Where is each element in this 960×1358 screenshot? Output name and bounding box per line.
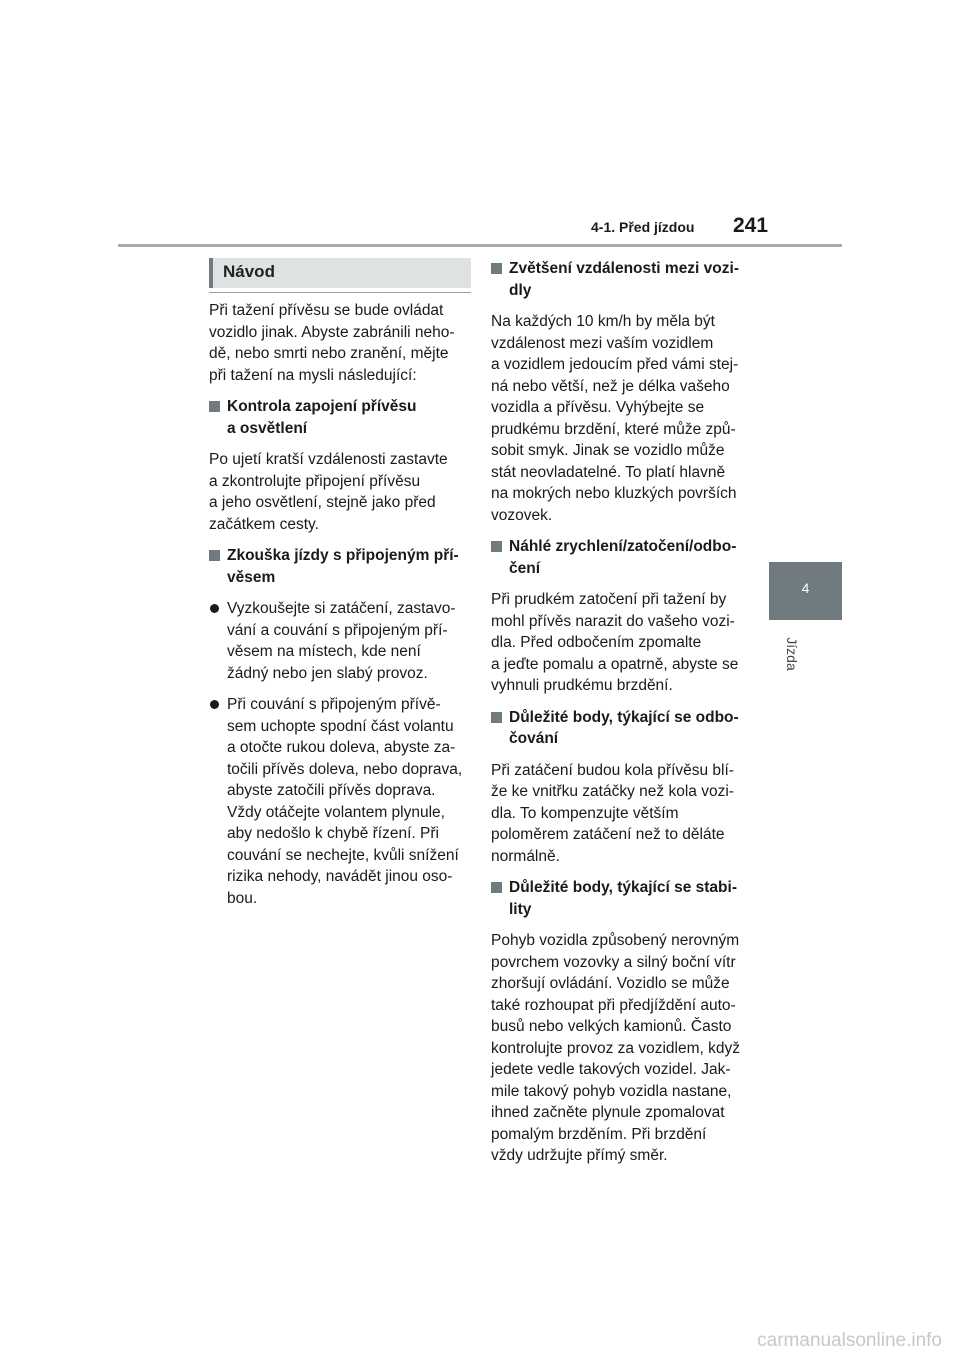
subheading-text: Důležité body, týkající se stabi- lity bbox=[509, 879, 737, 918]
subheading-distance bbox=[491, 258, 753, 301]
subheading-stability bbox=[491, 877, 753, 920]
bullet-text: Vyzkoušejte si zatáčení, zastavo- vání a couvání s připojeným pří- věsem na místech, kde není žádný nebo jen slabý provoz. bbox=[227, 600, 456, 682]
square-bullet-icon bbox=[209, 550, 220, 561]
chapter-tab bbox=[769, 562, 842, 620]
left-column bbox=[209, 258, 471, 919]
subheading-trailer-connection bbox=[209, 396, 471, 439]
paragraph-trailer-connection: Po ujetí kratší vzdálenosti zastavte a zkontrolujte připojení přívěsu a jeho osvětlení, stejně jako před začátkem cesty. bbox=[209, 451, 448, 533]
subheading-sudden-maneuvers bbox=[491, 536, 753, 579]
subheading-text: Zkouška jízdy s připojeným pří- věsem bbox=[227, 547, 459, 586]
bullet-item-reversing bbox=[209, 694, 471, 909]
chapter-title-text: Jízda bbox=[784, 637, 800, 671]
subheading-test-drive bbox=[209, 545, 471, 588]
round-bullet-icon bbox=[210, 604, 219, 613]
subheading-turning bbox=[491, 707, 753, 750]
right-column bbox=[491, 258, 753, 1177]
subheading-text: Náhlé zrychlení/zatočení/odbo- čení bbox=[509, 538, 737, 577]
header-rule bbox=[118, 244, 842, 247]
square-bullet-icon bbox=[491, 712, 502, 723]
paragraph-sudden-maneuvers: Při prudkém zatočení při tažení by mohl přívěs narazit do vašeho vozi- dla. Před odbočením zpomalte a jeďte pomalu a opatrně, abyste se vyhnuli prudkému brzdění. bbox=[491, 591, 739, 694]
square-bullet-icon bbox=[491, 882, 502, 893]
square-bullet-icon bbox=[491, 541, 502, 552]
round-bullet-icon bbox=[210, 700, 219, 709]
nav-heading: Návod bbox=[223, 262, 275, 281]
intro-paragraph: Při tažení přívěsu se bude ovládat vozidlo jinak. Abyste zabránili neho- dě, nebo smrti nebo zranění, mějte při tažení na mysli následující: bbox=[209, 302, 455, 384]
bullet-item-practice bbox=[209, 598, 471, 684]
square-bullet-icon bbox=[491, 263, 502, 274]
square-bullet-icon bbox=[209, 401, 220, 412]
nav-heading-box bbox=[209, 258, 471, 288]
paragraph-stability: Pohyb vozidla způsobený nerovným povrchem vozovky a silný boční vítr zhoršují ovládání. Vozidlo se může také rozhoupat při předjíždění auto- busů nebo velkých kamionů. Často kontrolujte provoz za vozidlem, když jedete vedle takových vozidel. Jak- mile takový pohyb vozidla nastane, ihned začněte plynule zpomalovat pomalým brzděním. Při brzdění vždy udržujte přímý směr. bbox=[491, 932, 740, 1164]
paragraph-turning: Při zatáčení budou kola přívěsu blí- že ke vnitřku zatáčky než kola vozi- dla. To kompenzujte větším poloměrem zatáčení než to děláte normálně. bbox=[491, 761, 734, 865]
subheading-text: Kontrola zapojení přívěsu a osvětlení bbox=[227, 398, 417, 437]
bullet-text: Při couvání s připojeným přívě- sem uchopte spodní část volantu a otočte rukou doleva, abyste za- točili přívěs doleva, nebo doprava, abyste zatočili přívěs doprava. Vždy otáčejte volantem plynule, aby nedošlo k chybě řízení. Při couvání se nechejte, kvůli snížení rizika nehody, navádět jinou oso- bou. bbox=[227, 696, 463, 907]
subheading-text: Zvětšení vzdálenosti mezi vozi- dly bbox=[509, 260, 739, 299]
chapter-number: 4 bbox=[801, 580, 810, 596]
subheading-text: Důležité body, týkající se odbo- čování bbox=[509, 708, 739, 747]
page-number: 241 bbox=[733, 214, 769, 237]
paragraph-distance: Na každých 10 km/h by měla být vzdálenost mezi vaším vozidlem a vozidlem jedoucím před vámi stej- ná nebo větší, než je délka vašeho vozidla a přívěsu. Vyhýbejte se prudkému brzdění, které může způ- sobit smyk. Jinak se vozidlo může stát neovladatelné. To platí hlavně na mokrých nebo kluzkých površích vozovek. bbox=[491, 313, 739, 524]
chapter-title bbox=[783, 632, 801, 676]
nav-underline bbox=[209, 292, 471, 293]
watermark-text: carmanualsonline.info bbox=[757, 1330, 942, 1351]
section-header: 4-1. Před jízdou bbox=[591, 219, 695, 235]
